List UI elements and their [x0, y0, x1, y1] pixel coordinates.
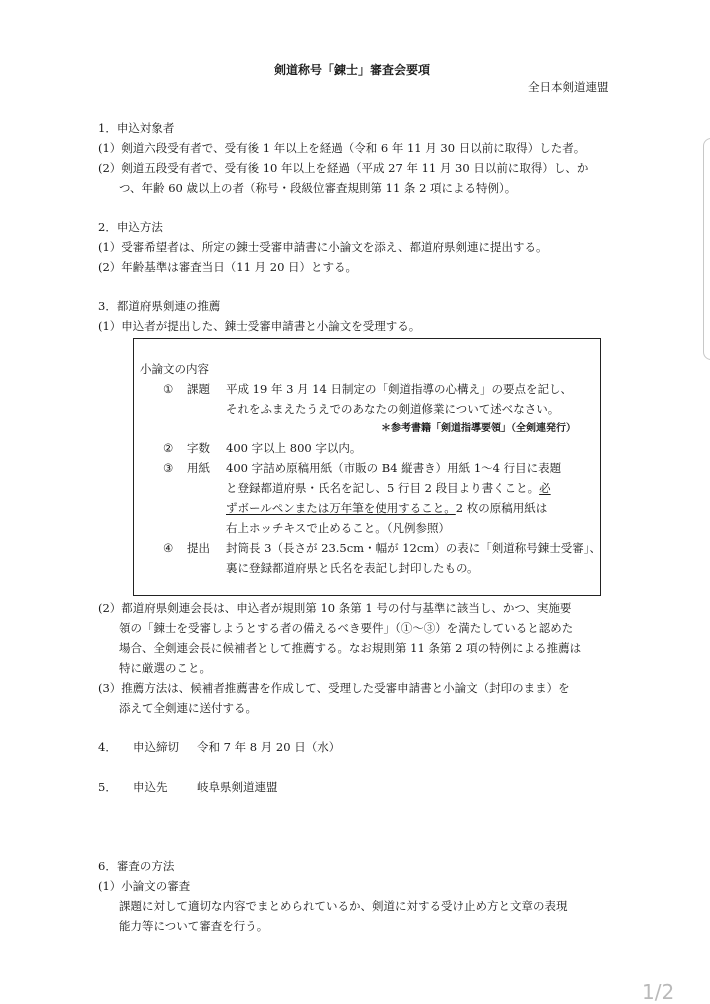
section-3-heading: 3．都道府県剣連の推薦	[98, 299, 221, 313]
deadline-value: 令和 7 年 8 月 20 日（水）	[197, 740, 341, 754]
section-6-item-1-line-2: 能力等について審査を行う。	[119, 919, 269, 933]
reference-book-note: ＊参考書籍「剣道指導要領」（全剣連発行）	[381, 423, 576, 434]
section-6-heading: 6．審査の方法	[98, 859, 175, 873]
page-indicator: 1/2	[642, 980, 675, 1004]
destination-value: 岐阜県剣道連盟	[197, 780, 278, 794]
section-1-heading: 1．申込対象者	[98, 121, 175, 135]
essay-item-3-emphasis-start: 必	[539, 481, 551, 495]
section-3-item-2-line-4: 特に厳選のこと。	[119, 661, 211, 675]
section-3-item-1: (1）申込者が提出した、錬士受審申請書と小論文を受理する。	[98, 319, 421, 333]
section-1-item-1: (1）剣道六段受有者で、受有後 1 年以上を経過（令和 6 年 11 月 30 日以前に取得）した者。	[98, 141, 586, 155]
essay-item-3-value-line-4: 右上ホッチキスで止めること。（凡例参照）	[226, 521, 451, 535]
section-2-heading: 2．申込方法	[98, 220, 163, 234]
deadline-label: 申込締切	[133, 740, 179, 754]
essay-item-3-value-line-3	[226, 503, 547, 515]
essay-item-3-value-line-2	[226, 483, 551, 495]
document-title: 剣道称号「錬士」審査会要項	[274, 63, 431, 77]
essay-item-3-value-line-2-text: と登録都道府県・氏名を記し、5 行目 2 段目より書くこと。	[226, 481, 540, 495]
destination-label: 申込先	[133, 780, 168, 794]
essay-item-2-number: ②	[163, 441, 174, 455]
essay-item-2-value: 400 字以上 800 字以内。	[226, 441, 362, 455]
section-5-number: 5．	[98, 780, 117, 794]
section-1-item-2-line-2: つ、年齢 60 歳以上の者（称号・段級位審査規則第 11 条 2 項による特例）。	[119, 181, 517, 195]
essay-item-1-number: ①	[163, 382, 174, 396]
essay-item-4-number: ④	[163, 541, 174, 555]
essay-item-3-value-line-1: 400 字詰め原稿用紙（市販の B4 縦書き）用紙 1～4 行目に表題	[226, 461, 562, 475]
section-3-item-3-line-2: 添えて全剣連に送付する。	[119, 701, 257, 715]
essay-box-heading: 小論文の内容	[140, 362, 209, 376]
section-1-item-2-line-1: (2）剣道五段受有者で、受有後 10 年以上を経過（平成 27 年 11 月 30 日以前に取得）し、か	[98, 161, 589, 175]
section-2-item-2: (2）年齢基準は審査当日（11 月 20 日）とする。	[98, 260, 358, 274]
essay-item-3-number: ③	[163, 461, 174, 475]
essay-item-4-key: 提出	[187, 541, 210, 555]
essay-item-1-value-line-2: それをふまえたうえでのあなたの剣道修業について述べなさい。	[226, 402, 560, 416]
essay-item-3-value-line-3-text: 2 枚の原稿用紙は	[455, 501, 548, 515]
section-3-item-3-line-1: (3）推薦方法は、候補者推薦書を作成して、受理した受審申請書と小論文（封印のまま）を	[98, 681, 570, 695]
section-3-item-2-line-3: 場合、全剣連会長に候補者として推薦する。なお規則第 11 条第 2 項の特例による推薦は	[119, 641, 582, 655]
essay-item-1-value-line-1: 平成 19 年 3 月 14 日制定の「剣道指導の心構え」の要点を記し、	[226, 382, 573, 396]
essay-item-3-emphasis-end: ずボールペンまたは万年筆を使用すること。	[226, 501, 456, 515]
side-panel-handle[interactable]	[703, 138, 710, 360]
essay-item-3-key: 用紙	[187, 461, 210, 475]
essay-item-2-key: 字数	[187, 441, 210, 455]
essay-item-4-value-line-2: 裏に登録都道府県と氏名を表記し封印したもの。	[226, 561, 479, 575]
essay-item-4-value-line-1: 封筒長 3（長さが 23.5cm・幅が 12cm）の表に「剣道称号錬士受審」、	[226, 541, 601, 555]
section-6-item-1: (1）小論文の審査	[98, 879, 191, 893]
section-3-item-2-line-1: (2）都道府県剣連会長は、申込者が規則第 10 条第 1 号の付与基準に該当し、かつ、実施要	[98, 601, 572, 615]
section-2-item-1: (1）受審希望者は、所定の錬士受審申請書に小論文を添え、都道府県剣連に提出する。	[98, 240, 548, 254]
organization-name: 全日本剣道連盟	[528, 80, 609, 94]
section-6-item-1-line-1: 課題に対して適切な内容でまとめられているか、剣道に対する受け止め方と文章の表現	[119, 899, 568, 913]
section-3-item-2-line-2: 領の「錬士を受審しようとする者の備えるべき要件」（①～③）を満たしていると認めた	[119, 621, 574, 635]
essay-item-1-key: 課題	[187, 382, 210, 396]
section-4-number: 4．	[98, 740, 117, 754]
